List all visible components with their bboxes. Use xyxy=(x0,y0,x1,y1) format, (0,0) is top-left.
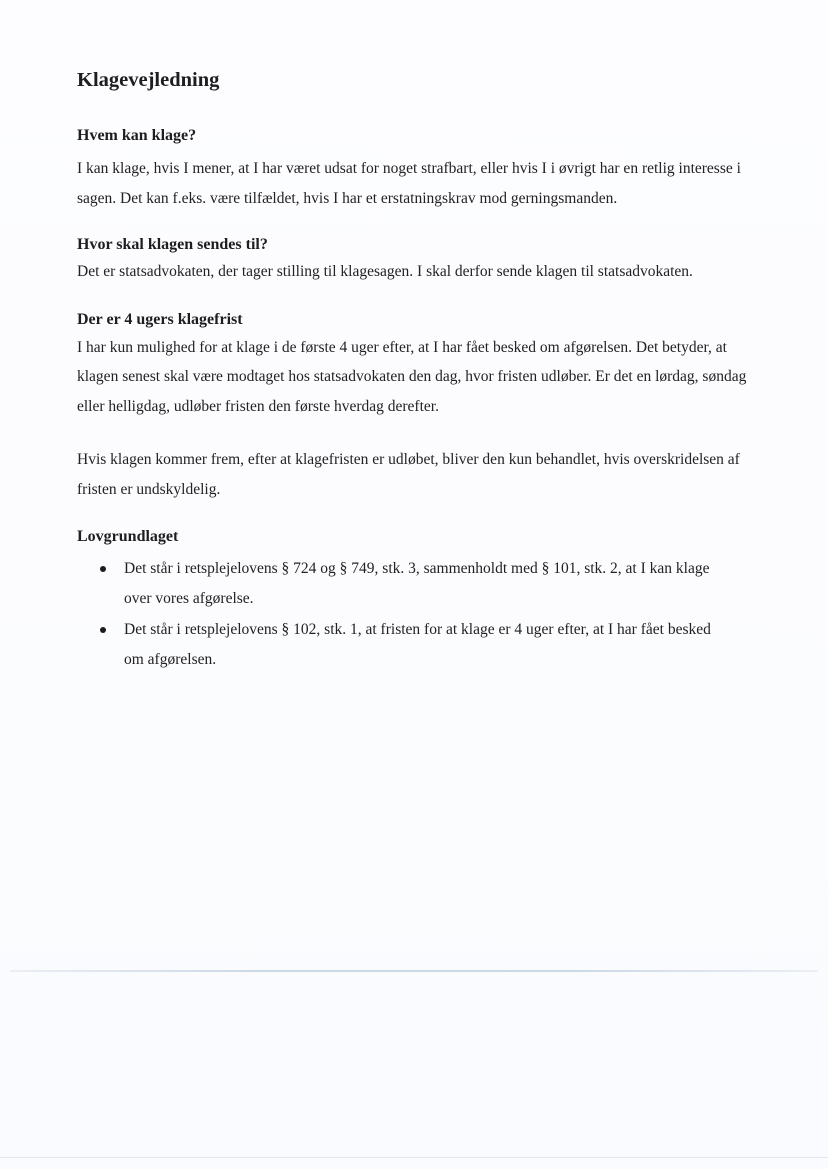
section-text-who-can-complain: I kan klage, hvis I mener, at I har været udsat for noget strafbart, eller hvis I i øvrigt har en retlig interesse i sagen. Det kan f.eks. være tilfældet, hvis I har et erstatningskrav mod gerningsmanden. xyxy=(77,160,741,207)
section-heading-who-can-complain: Hvem kan klage? xyxy=(77,127,197,144)
document-content xyxy=(77,66,757,676)
section-heading-where-to-send: Hvor skal klagen sendes til? xyxy=(77,236,268,253)
bullet-icon xyxy=(100,627,106,633)
page-fold-line xyxy=(10,970,818,972)
section-text-deadline: I har kun mulighed for at klage i de første 4 uger efter, at I har fået besked om afgørelsen. Det betyder, at klagen senest skal være modtaget hos statsadvokaten den dag, hvor fristen udløber. Er det en lørdag, søndag eller helligdag, udløber fristen den første hverdag derefter. xyxy=(77,338,747,415)
page-bottom-edge xyxy=(0,1157,828,1158)
list-item xyxy=(124,615,757,674)
legal-basis-list xyxy=(77,554,757,674)
section-text-where-to-send: Det er statsadvokaten, der tager stilling til klagesagen. I skal derfor sende klagen til statsadvokaten. xyxy=(77,263,693,280)
list-item-text: Det står i retsplejelovens § 102, stk. 1, at fristen for at klage er 4 uger efter, at I har fået besked om afgørelsen. xyxy=(124,621,711,668)
section-heading-legal-basis: Lovgrundlaget xyxy=(77,528,179,545)
section-note-late-complaint: Hvis klagen kommer frem, efter at klagefristen er udløbet, bliver den kun behandlet, hvis overskridelsen af fristen er undskyldelig. xyxy=(77,451,740,498)
section-heading-deadline: Der er 4 ugers klagefrist xyxy=(77,310,243,328)
list-item-text: Det står i retsplejelovens § 724 og § 749, stk. 3, sammenholdt med § 101, stk. 2, at I kan klage over vores afgørelse. xyxy=(124,560,710,607)
bullet-icon xyxy=(100,566,106,572)
document-title: Klagevejledning xyxy=(77,69,220,91)
list-item xyxy=(124,554,757,613)
